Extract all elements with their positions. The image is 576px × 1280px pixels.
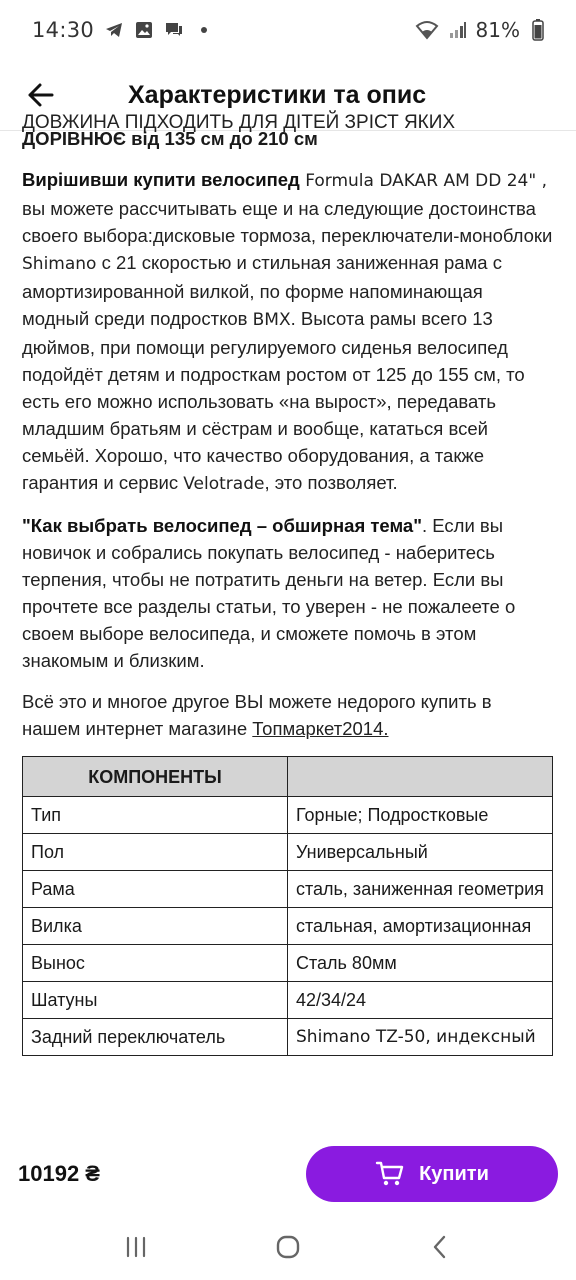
paragraph-1-bold: Вирішивши купити велосипед <box>22 169 300 190</box>
spec-name: Шатуны <box>23 982 288 1019</box>
cart-icon <box>375 1160 405 1188</box>
battery-icon <box>528 20 548 40</box>
recent-apps-icon <box>124 1235 148 1259</box>
table-header-cell <box>288 757 553 797</box>
height-range-text: ДОРІВНЮЄ від 135 см до 210 см <box>22 128 318 149</box>
table-row <box>23 908 553 945</box>
gallery-icon <box>134 20 154 40</box>
arrow-left-icon <box>26 83 54 107</box>
buy-button-label: Купити <box>419 1162 489 1185</box>
bmx-text: BMX <box>252 310 291 330</box>
spec-name: Тип <box>23 797 288 834</box>
spec-value: Сталь 80мм <box>288 945 553 982</box>
signal-icon <box>448 20 468 40</box>
shimano-text: Shimano <box>22 254 97 274</box>
battery-percent: 81% <box>475 18 520 42</box>
buy-button[interactable] <box>306 1146 558 1202</box>
home-button[interactable] <box>258 1222 318 1272</box>
chat-icon <box>164 20 184 40</box>
paragraph-1-text-c: . Высота рамы всего 13 дюймов, при помощи регулируемого сиденья велосипед подойдёт детям и подросткам ростом от 125 до 155 см, то есть его можно использовать «на вырост», передавать младшим братьям и сёстрам и вообще, кататься всей семьёй. Хорошо, что качество оборудования, а также гарантия и сервис <box>22 308 525 493</box>
table-header-cell: КОМПОНЕНТЫ <box>23 757 288 797</box>
description-paragraph-1 <box>22 166 554 498</box>
price: 10192 ₴ <box>18 1161 100 1186</box>
specs-table <box>22 756 553 1056</box>
spec-name: Задний переключатель <box>23 1019 288 1056</box>
paragraph-2-bold: "Как выбрать велосипед – обширная тема" <box>22 515 422 536</box>
home-icon <box>275 1234 301 1260</box>
paragraph-1-text-a: вы можете рассчитывать еще и на следующие достоинства своего выбора:дисковые тормоза, переключатели-моноблоки <box>22 198 553 246</box>
telegram-icon <box>104 20 124 40</box>
purchase-bar <box>0 1134 576 1214</box>
spec-value: 42/34/24 <box>288 982 553 1019</box>
status-left <box>32 18 214 42</box>
status-bar <box>0 0 576 60</box>
spec-value: Горные; Подростковые <box>288 797 553 834</box>
paragraph-3-text: Всё это и многое другое ВЫ можете недорого купить в нашем интернет магазине <box>22 691 492 739</box>
status-right <box>414 18 548 42</box>
chevron-left-icon <box>430 1234 450 1260</box>
spec-name: Рама <box>23 871 288 908</box>
table-row <box>23 945 553 982</box>
bike-model: Formula DAKAR AM DD 24" , <box>299 171 548 191</box>
table-row <box>23 871 553 908</box>
table-row <box>23 982 553 1019</box>
spec-name: Вынос <box>23 945 288 982</box>
table-row <box>23 797 553 834</box>
dot-icon <box>194 20 214 40</box>
spec-name: Вилка <box>23 908 288 945</box>
table-header-row <box>23 757 553 797</box>
description-content[interactable] <box>0 112 576 1134</box>
page-title: Характеристики та опис <box>128 80 427 109</box>
back-nav-button[interactable] <box>410 1222 470 1272</box>
paragraph-1-text-b: с 21 скоростью и стильная заниженная рама с амортизированной вилкой, по форме напоминающая модный среди подростков <box>22 252 502 329</box>
paragraph-1-text-d: , это позволяет. <box>264 472 398 493</box>
cut-text-line <box>22 109 554 133</box>
system-nav-bar <box>0 1214 576 1280</box>
table-row <box>23 1019 553 1056</box>
description-paragraph-2 <box>22 512 554 674</box>
status-time: 14:30 <box>32 18 95 42</box>
spec-name: Пол <box>23 834 288 871</box>
wifi-icon <box>414 20 440 40</box>
description-paragraph-3 <box>22 688 554 742</box>
description-inner <box>0 112 576 1056</box>
table-row <box>23 834 553 871</box>
cut-text: ДОВЖИНА ПІДХОДИТЬ ДЛЯ ДІТЕЙ ЗРІСТ ЯКИХ <box>22 112 456 133</box>
velotrade-text: Velotrade <box>183 474 265 494</box>
spec-value: Shimano TZ-50, индексный <box>288 1019 553 1056</box>
spec-value: сталь, заниженная геометрия <box>288 871 553 908</box>
store-link[interactable]: Топмаркет2014. <box>252 718 389 739</box>
paragraph-2-text: . Если вы новичок и собрались покупать велосипед - наберитесь терпения, чтобы не потратить деньги на ветер. Если вы прочтете все разделы статьи, то уверен - не пожалеете о своем выборе велосипеда, и сможете помочь в этом знакомым и близким. <box>22 515 516 671</box>
recent-apps-button[interactable] <box>106 1222 166 1272</box>
spec-value: стальная, амортизационная <box>288 908 553 945</box>
spec-value: Универсальный <box>288 834 553 871</box>
